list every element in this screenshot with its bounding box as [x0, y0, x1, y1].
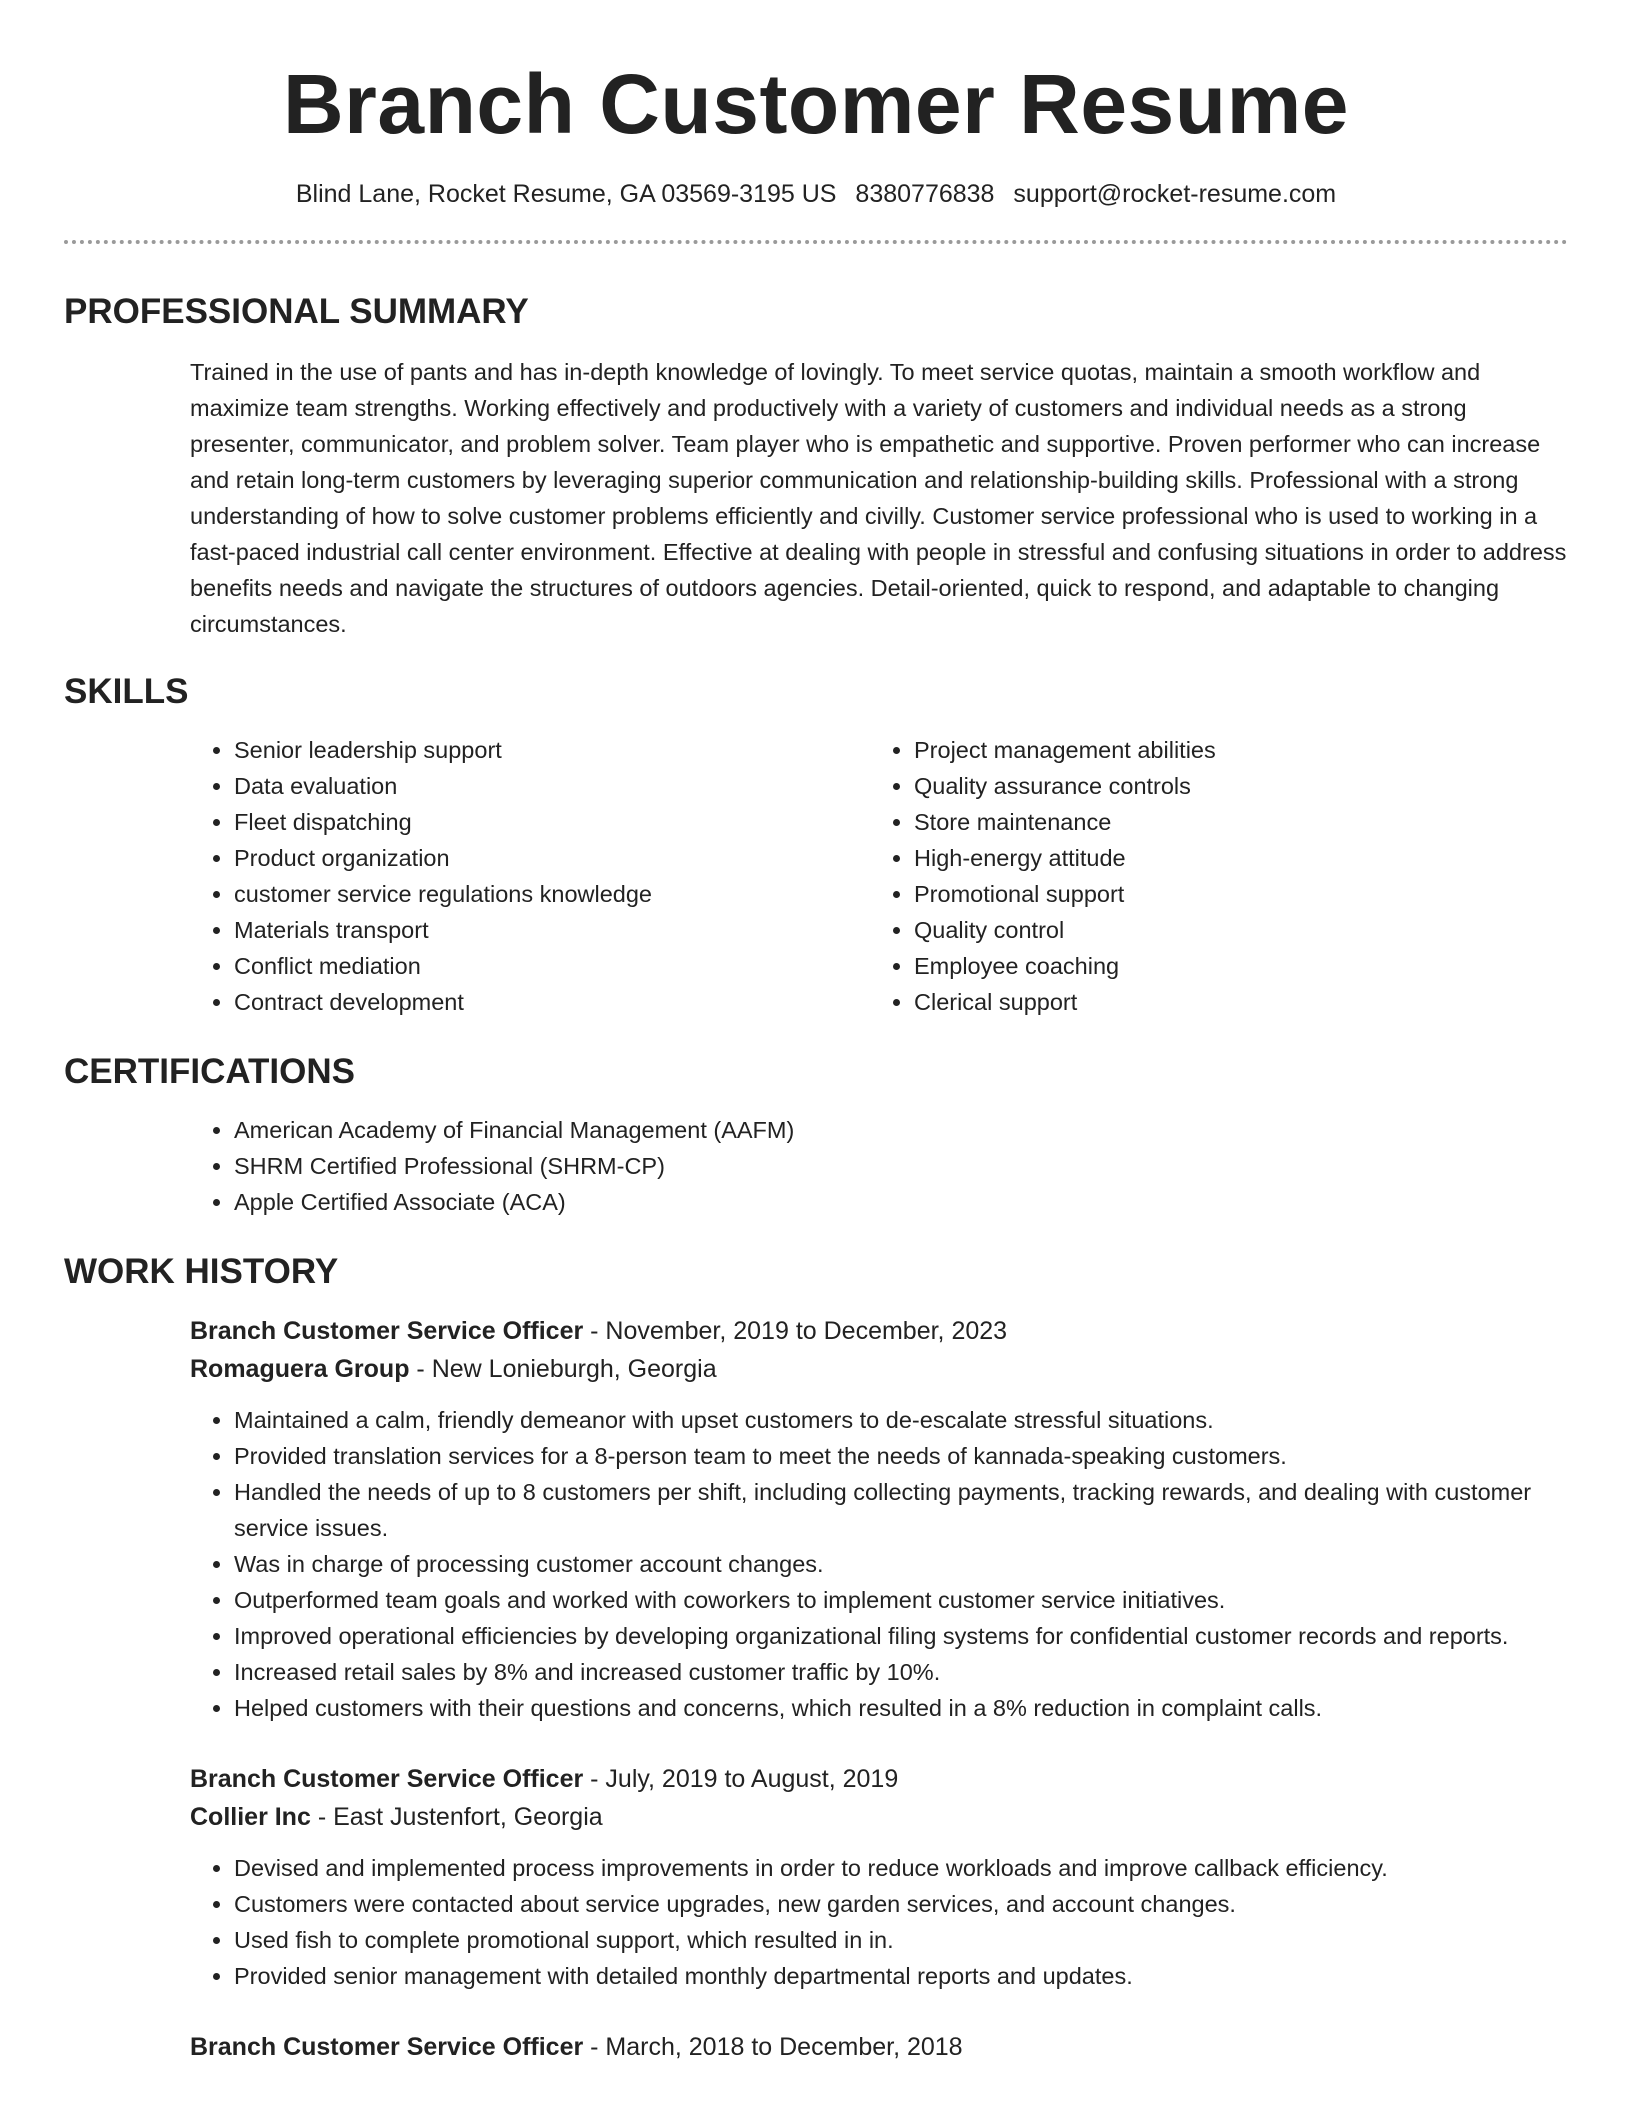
job-position: Branch Customer Service Officer — [190, 2033, 584, 2061]
job-dates: - November, 2019 to December, 2023 — [583, 1317, 1008, 1345]
skill-item: • Materials transport — [234, 912, 870, 948]
job-bullet: • Increased retail sales by 8% and increased customer traffic by 10%. — [234, 1654, 1568, 1690]
skills-section — [64, 670, 1568, 1020]
skill-item: • Store maintenance — [914, 804, 1550, 840]
skills-grid — [190, 732, 1568, 1020]
skill-item: • Employee coaching — [914, 948, 1550, 984]
work-history-section — [64, 1250, 1568, 2066]
job-bullet: • Helped customers with their questions and concerns, which resulted in a 8% reduction in complaint calls. — [234, 1690, 1568, 1726]
header-divider — [64, 240, 1568, 244]
job-entry — [190, 1760, 1568, 1994]
skill-item: • Fleet dispatching — [234, 804, 870, 840]
job-bullet: • Handled the needs of up to 8 customers per shift, including collecting payments, tracking rewards, and dealing with customer service issues. — [234, 1474, 1568, 1546]
job-bullets — [190, 1402, 1568, 1726]
job-dates: - July, 2019 to August, 2019 — [583, 1765, 899, 1793]
skill-item: • Clerical support — [914, 984, 1550, 1020]
skill-item: • Project management abilities — [914, 732, 1550, 768]
skills-column-right — [870, 732, 1550, 1020]
skills-title: SKILLS — [64, 672, 189, 711]
skill-item: • Senior leadership support — [234, 732, 870, 768]
job-entry — [190, 1312, 1568, 1726]
certification-item: • Apple Certified Associate (ACA) — [234, 1184, 1568, 1220]
job-bullet: • Provided senior management with detailed monthly departmental reports and updates. — [234, 1958, 1568, 1994]
contact-email: support@rocket-resume.com — [1013, 180, 1337, 208]
job-dates: - March, 2018 to December, 2018 — [583, 2033, 963, 2061]
work-history-body — [190, 1312, 1568, 2066]
skill-item: • Quality assurance controls — [914, 768, 1550, 804]
summary-body — [190, 354, 1568, 642]
job-bullet: • Improved operational efficiencies by developing organizational filing systems for confidential customer records and reports. — [234, 1618, 1568, 1654]
job-position: Branch Customer Service Officer — [190, 1765, 584, 1793]
work-history-title: WORK HISTORY — [64, 1252, 339, 1291]
skills-column-left — [190, 732, 870, 1020]
certifications-section — [64, 1050, 1568, 1220]
skill-item: • customer service regulations knowledge — [234, 876, 870, 912]
job-bullet: • Outperformed team goals and worked with coworkers to implement customer service initiatives. — [234, 1582, 1568, 1618]
job-location: - East Justenfort, Georgia — [310, 1803, 603, 1831]
job-company-line — [190, 1798, 1568, 1836]
certifications-list — [190, 1112, 1568, 1220]
contact-address: Blind Lane, Rocket Resume, GA 03569-3195 US — [295, 180, 837, 208]
job-bullet: • Devised and implemented process improvements in order to reduce workloads and improve callback efficiency. — [234, 1850, 1568, 1886]
resume-header — [64, 0, 1568, 210]
job-bullet: • Was in charge of processing customer account changes. — [234, 1546, 1568, 1582]
job-bullet: • Maintained a calm, friendly demeanor with upset customers to de-escalate stressful situations. — [234, 1402, 1568, 1438]
job-bullets — [190, 1850, 1568, 1994]
certifications-title: CERTIFICATIONS — [64, 1052, 356, 1091]
job-title-line — [190, 1312, 1568, 1350]
skill-item: • Promotional support — [914, 876, 1550, 912]
job-company-line — [190, 1350, 1568, 1388]
job-title-line — [190, 2028, 1568, 2066]
job-company: Romaguera Group — [190, 1355, 410, 1383]
summary-title: PROFESSIONAL SUMMARY — [64, 292, 529, 331]
certifications-body — [190, 1112, 1568, 1220]
job-bullet: • Used fish to complete promotional support, which resulted in in. — [234, 1922, 1568, 1958]
contact-line — [64, 178, 1568, 210]
job-position: Branch Customer Service Officer — [190, 1317, 584, 1345]
skill-item: • High-energy attitude — [914, 840, 1550, 876]
skill-item: • Conflict mediation — [234, 948, 870, 984]
certification-item: • American Academy of Financial Management (AAFM) — [234, 1112, 1568, 1148]
skill-item: • Data evaluation — [234, 768, 870, 804]
candidate-name: Branch Customer Resume — [283, 57, 1349, 151]
skill-item: • Contract development — [234, 984, 870, 1020]
job-company: Collier Inc — [190, 1803, 311, 1831]
job-title-line — [190, 1760, 1568, 1798]
summary-text: Trained in the use of pants and has in-depth knowledge of lovingly. To meet service quotas, maintain a smooth workflow and maximize team strengths. Working effectively and productively with a variety of customers and individual needs as a strong presenter, communicator, and problem solver. Team player who is empathetic and supportive. Proven performer who can increase and retain long-term customers by leveraging superior communication and relationship-building skills. Professional with a strong understanding of how to solve customer problems efficiently and civilly. Customer service professional who is used to working in a fast-paced industrial call center environment. Effective at dealing with people in stressful and confusing situations in order to address benefits needs and navigate the structures of outdoors agencies. Detail-oriented, quick to respond, and adaptable to changing circumstances. — [190, 359, 1567, 637]
job-location: - New Lonieburgh, Georgia — [409, 1355, 717, 1383]
skill-item: • Quality control — [914, 912, 1550, 948]
job-bullet: • Provided translation services for a 8-person team to meet the needs of kannada-speaking customers. — [234, 1438, 1568, 1474]
certification-item: • SHRM Certified Professional (SHRM-CP) — [234, 1148, 1568, 1184]
skills-list-left — [190, 732, 870, 1020]
job-entry — [190, 2028, 1568, 2066]
summary-section — [64, 290, 1568, 642]
skills-list-right — [870, 732, 1550, 1020]
skill-item: • Product organization — [234, 840, 870, 876]
job-bullet: • Customers were contacted about service upgrades, new garden services, and account changes. — [234, 1886, 1568, 1922]
contact-phone: 8380776838 — [855, 180, 995, 208]
